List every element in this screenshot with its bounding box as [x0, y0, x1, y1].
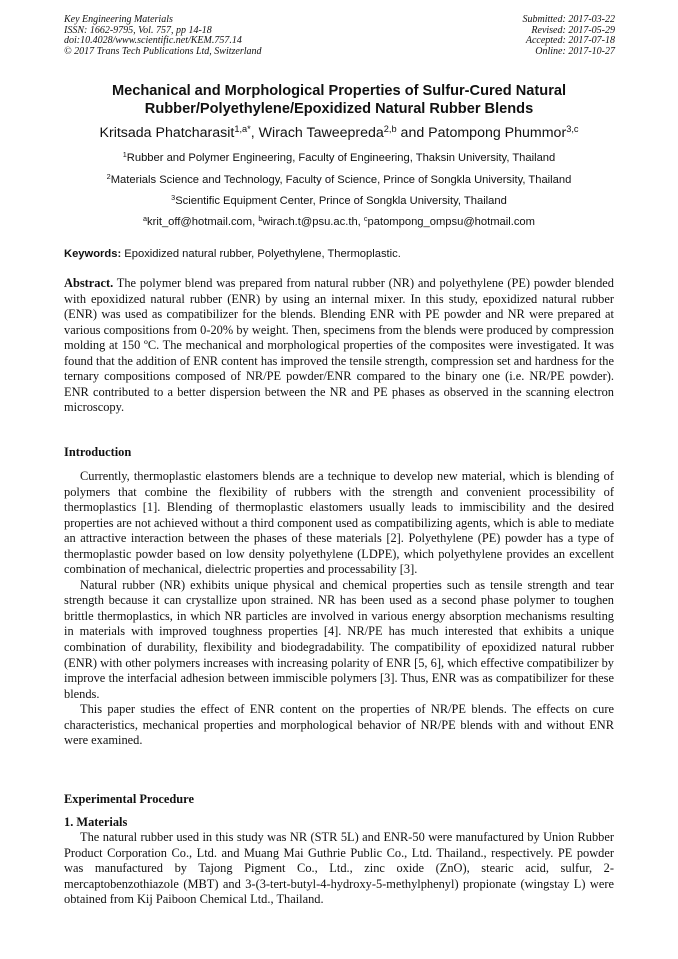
paragraph: Currently, thermoplastic elastomers blends are a technique to develop new material, which is blending of polymers that combine the flexibility of rubbers with the strength and convenient processibility of thermoplastics [1]. Blending of thermoplastic elastomers usually leads to immiscibility and the desired properties are not achieved without a third component used as compatibilizing agents, which is able to mediate an attractive interaction between the phases of these materials [2]. Polyethylene (PE) powder has a type of thermoplastic powder based on low density polyethylene (LDPE), which polyethylene provides an excellent combination of mechanical, dielectric properties and processability [3].	[64, 469, 614, 577]
revised-date: Revised: 2017-05-29	[531, 24, 615, 36]
keywords-label: Keywords:	[64, 248, 122, 260]
affil-text: Rubber and Polymer Engineering, Faculty of Engineering, Thaksin University, Thailand	[126, 152, 556, 164]
paragraph: Natural rubber (NR) exhibits unique physical and chemical properties such as tensile strength and tear strength because it can crystallize upon strained. NR has been used as a second phase polymer to toughen brittle thermoplastics, in which NR particles are involved in various energy absorption mechanisms resulting in materials with improved toughness properties [4]. NR/PE has much interested that exhibits a unique combination of durability, flexibility and biodegradability. The compatibility of epoxidized natural rubber (ENR) with other polymers increases with increasing polarity of ENR [5, 6], which effective compatibilizer by improve the interfacial adhesion between immiscible polymers [3]. Thus, ENR was as compatibilizer for these blends.	[64, 577, 614, 701]
email-link[interactable]: krit_off@hotmail.com,	[147, 216, 259, 228]
author-name: Kritsada Phatcharasit	[99, 125, 235, 141]
journal-info	[64, 15, 262, 57]
affil-text: Scientific Equipment Center, Prince of Songkla University, Thailand	[175, 195, 507, 207]
affil-marker: 1	[122, 150, 127, 159]
affil-text: Materials Science and Technology, Faculty of Science, Prince of Songkla University, Thailand	[110, 174, 572, 186]
subsection-heading-materials: 1. Materials	[64, 815, 128, 829]
affiliation-2	[30, 173, 648, 187]
paragraph: This paper studies the effect of ENR content on the properties of NR/PE blends. The effects on cure characteristics, mechanical properties and morphological behavior of NR/PE blends with and without ENR were examined.	[64, 702, 614, 748]
keywords-text: Epoxidized natural rubber, Polyethylene, Thermoplastic.	[121, 248, 401, 260]
author-separator: ,	[250, 125, 259, 141]
journal-name: Key Engineering Materials	[64, 14, 173, 25]
email-marker: c	[363, 214, 368, 223]
author-affil-marker: 2,b	[383, 123, 397, 134]
abstract-label: Abstract.	[64, 276, 114, 290]
author-affil-marker: 3,c	[566, 123, 579, 134]
accepted-date: Accepted: 2017-07-18	[525, 35, 615, 46]
section-heading-experimental: Experimental Procedure	[64, 792, 194, 806]
introduction-body	[64, 469, 614, 749]
email-link[interactable]: wirach.t@psu.ac.th,	[262, 216, 364, 228]
email-marker: b	[258, 214, 263, 223]
section-heading-introduction: Introduction	[64, 445, 132, 459]
affil-marker: 2	[106, 172, 111, 181]
title-line-2: Rubber/Polyethylene/Epoxidized Natural Rubber Blends	[144, 101, 534, 117]
doi[interactable]: doi:10.4028/www.scientific.net/KEM.757.14	[64, 35, 242, 46]
publication-dates	[523, 15, 616, 57]
author-list	[30, 124, 648, 142]
email-link[interactable]: patompong_ompsu@hotmail.com	[367, 216, 535, 228]
issn: ISSN: 1662-9795, Vol. 757, pp 14-18	[64, 24, 212, 36]
author-name: Patompong Phummor	[428, 125, 567, 141]
author-emails	[30, 215, 648, 229]
paragraph: The natural rubber used in this study was NR (STR 5L) and ENR-50 were manufactured by Union Rubber Product Corporation Co., Ltd. and Muang Mai Guthrie Public Co., Ltd. Thailand., respectively. PE powder was manufactured by Tajong Pigment Co., Ltd., zinc oxide (ZnO), stearic acid, sulfur, 2-mercaptobenzothiazole (MBT) and 3-(3-tert-butyl-4-hydroxy-5-methylphenyl) propionate (wingstay L) were obtained from Kij Paiboon Chemical Ltd., Thailand.	[64, 830, 614, 907]
affil-marker: 3	[171, 193, 176, 202]
copyright: © 2017 Trans Tech Publications Ltd, Switzerland	[64, 45, 262, 57]
keywords	[64, 247, 401, 261]
submitted-date: Submitted: 2017-03-22	[522, 14, 615, 25]
author-affil-marker: 1,a*	[234, 123, 251, 134]
email-marker: a	[143, 214, 148, 223]
materials-body	[64, 830, 614, 908]
abstract	[64, 276, 614, 416]
online-date: Online: 2017-10-27	[535, 45, 615, 57]
paper-title	[40, 82, 638, 118]
author-separator: and	[396, 125, 429, 141]
title-line-1: Mechanical and Morphological Properties of Sulfur-Cured Natural	[111, 83, 567, 99]
affiliation-3	[30, 194, 648, 208]
affiliation-1	[30, 151, 648, 165]
abstract-text: The polymer blend was prepared from natural rubber (NR) and polyethylene (PE) powder blended with epoxidized natural rubber (ENR) by using an internal mixer. In this study, epoxidized natural rubber (ENR) was used as compatibilizer for the blends. Blending ENR with PE powder and NR were prepared at various compositions from 0-20% by weight. Then, specimens from the blends were produced by compression molding at 150 ºC. The mechanical and morphological properties of the composites were investigated. It was found that the addition of ENR content has improved the tensile strength, compression set and hardness for the ternary compositions composed of NR/PE powder/ENR compared to the binary one (i.e. NR/PE powder). ENR contributed to a better dispersion between the NR and PE phases as observed in the scanning electron microscopy.	[64, 276, 614, 415]
author-name: Wirach Taweepreda	[258, 125, 384, 141]
